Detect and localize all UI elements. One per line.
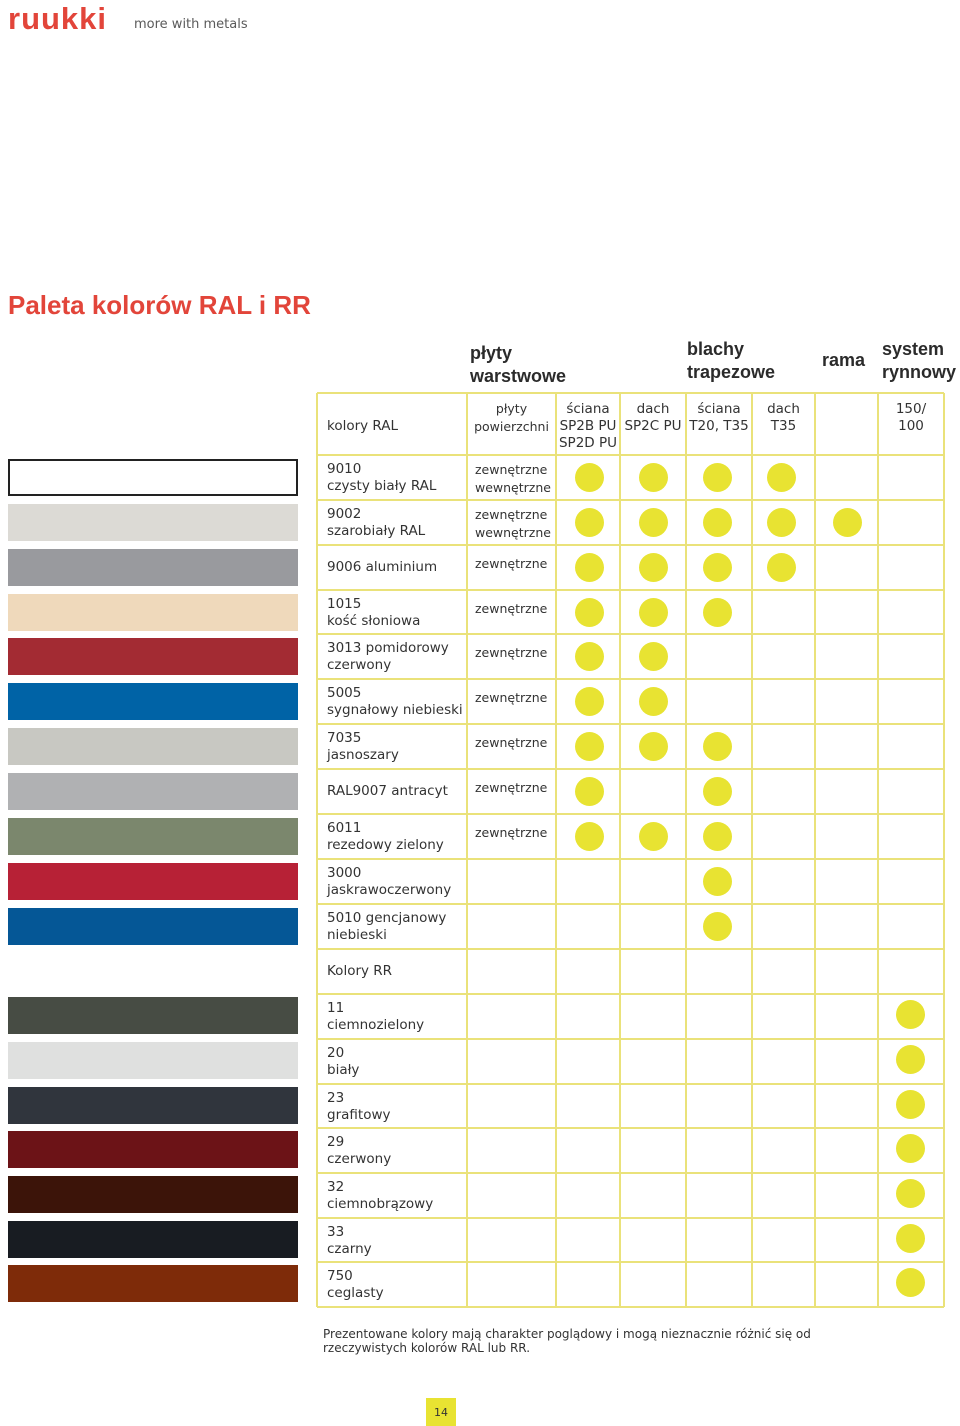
row-label: 7035 jasnoszary — [327, 730, 399, 763]
grid-line-horizontal — [317, 768, 944, 770]
color-swatch — [8, 997, 298, 1034]
grid-line-horizontal — [317, 454, 944, 456]
header-gutter: 150/ 100 — [895, 401, 927, 434]
grid-line-vertical — [814, 393, 816, 1307]
row-label: 29 czerwony — [327, 1134, 392, 1167]
availability-dot — [896, 1268, 925, 1297]
availability-dot — [703, 463, 732, 492]
availability-dot — [896, 1090, 925, 1119]
grid-line-vertical — [943, 393, 945, 1307]
grid-line-horizontal — [317, 392, 944, 394]
header-wall-sp2b: ściana SP2B PU SP2D PU — [558, 401, 617, 451]
row-label: 9010 czysty biały RAL — [327, 461, 437, 494]
grid-line-horizontal — [317, 858, 944, 860]
color-swatch — [8, 908, 298, 945]
rr-section-label: Kolory RR — [327, 963, 393, 979]
row-label: 9006 aluminium — [327, 559, 438, 575]
grid-line-horizontal — [317, 633, 944, 635]
availability-dot — [703, 598, 732, 627]
grid-line-horizontal — [317, 1172, 944, 1174]
row-surface: zewnętrzne wewnętrzne — [475, 462, 551, 495]
color-swatch — [8, 549, 298, 586]
availability-dot — [639, 642, 668, 671]
grid-line-vertical — [619, 393, 621, 1307]
row-surface: zewnętrzne — [475, 690, 548, 705]
grid-line-vertical — [685, 393, 687, 1307]
availability-dot — [639, 732, 668, 761]
availability-dot — [575, 642, 604, 671]
row-label: 3013 pomidorowy czerwony — [327, 640, 449, 673]
availability-dot — [896, 1179, 925, 1208]
availability-dot — [639, 598, 668, 627]
header-ral: kolory RAL — [327, 418, 399, 434]
availability-dot — [703, 508, 732, 537]
color-swatch — [8, 594, 298, 631]
color-swatch — [8, 1265, 298, 1302]
grid-line-horizontal — [317, 544, 944, 546]
color-swatch — [8, 459, 298, 496]
availability-dot — [767, 508, 796, 537]
row-label: 5010 gencjanowy niebieski — [327, 910, 447, 943]
disclaimer-note: Prezentowane kolory mają charakter poglądowy i mogą nieznacznie różnić się od rzeczywistych kolorów RAL lub RR. — [323, 1327, 811, 1355]
grid-line-horizontal — [317, 1306, 944, 1308]
row-surface: zewnętrzne — [475, 735, 548, 750]
tagline: more with metals — [134, 17, 248, 32]
color-swatch — [8, 1176, 298, 1213]
availability-dot — [639, 553, 668, 582]
brand-wordmark: ruukki — [8, 1, 108, 36]
availability-dot — [703, 553, 732, 582]
availability-dot — [575, 822, 604, 851]
availability-dot — [575, 777, 604, 806]
color-swatch — [8, 683, 298, 720]
row-label: 33 czarny — [327, 1224, 372, 1257]
row-label: 750 ceglasty — [327, 1268, 384, 1301]
availability-dot — [575, 732, 604, 761]
color-swatch — [8, 728, 298, 765]
header-roof-t35: dach T35 — [767, 401, 800, 434]
color-swatch — [8, 1131, 298, 1168]
color-swatch — [8, 773, 298, 810]
grid-line-horizontal — [317, 1127, 944, 1129]
row-label: 11 ciemnozielony — [327, 1000, 425, 1033]
grid-line-horizontal — [317, 1038, 944, 1040]
group-heading-frame: rama — [822, 350, 866, 370]
grid-line-horizontal — [317, 589, 944, 591]
row-surface: zewnętrzne — [475, 825, 548, 840]
row-label: 6011 rezedowy zielony — [327, 820, 444, 853]
header-roof-sp2c: dach SP2C PU — [624, 401, 682, 434]
availability-dot — [896, 1224, 925, 1253]
row-label: 9002 szarobiały RAL — [327, 506, 426, 539]
grid-line-horizontal — [317, 723, 944, 725]
grid-line-horizontal — [317, 948, 944, 950]
availability-dot — [703, 777, 732, 806]
header-surface: płyty powierzchni — [474, 401, 549, 434]
row-label: 32 ciemnobrązowy — [327, 1179, 434, 1212]
row-surface: zewnętrzne — [475, 601, 548, 616]
availability-dot — [639, 822, 668, 851]
availability-dot — [767, 463, 796, 492]
row-label: 20 biały — [327, 1045, 360, 1078]
color-swatch — [8, 1221, 298, 1258]
header-wall-t20: ściana T20, T35 — [689, 401, 749, 434]
availability-dot — [575, 598, 604, 627]
availability-dot — [703, 822, 732, 851]
availability-dot — [703, 912, 732, 941]
grid-line-horizontal — [317, 1083, 944, 1085]
grid-line-horizontal — [317, 993, 944, 995]
availability-dot — [703, 732, 732, 761]
color-swatch — [8, 1042, 298, 1079]
availability-dot — [639, 508, 668, 537]
color-swatch — [8, 863, 298, 900]
row-label: 3000 jaskrawoczerwony — [327, 865, 452, 898]
group-heading-trapezoidal-sheets: blachy trapezowe — [687, 339, 776, 382]
row-label: 23 grafitowy — [327, 1090, 391, 1123]
availability-dot — [833, 508, 862, 537]
page-title: Paleta kolorów RAL i RR — [8, 290, 311, 320]
grid-line-horizontal — [317, 813, 944, 815]
color-swatch — [8, 1087, 298, 1124]
color-swatch — [8, 504, 298, 541]
row-surface: zewnętrzne — [475, 780, 548, 795]
grid-line-horizontal — [317, 903, 944, 905]
row-surface: zewnętrzne — [475, 645, 548, 660]
grid-line-vertical — [751, 393, 753, 1307]
row-surface: zewnętrzne — [475, 556, 548, 571]
grid-line-horizontal — [317, 1261, 944, 1263]
row-label: 5005 sygnałowy niebieski — [327, 685, 463, 718]
grid-line-vertical — [466, 393, 468, 1307]
grid-line-horizontal — [317, 678, 944, 680]
availability-dot — [575, 553, 604, 582]
grid-line-vertical — [316, 393, 318, 1307]
row-label: RAL9007 antracyt — [327, 783, 448, 799]
page-number: 14 — [426, 1398, 456, 1426]
group-heading-sandwich-panels: płyty warstwowe — [470, 343, 567, 386]
availability-dot — [575, 687, 604, 716]
row-surface: zewnętrzne wewnętrzne — [475, 507, 551, 540]
grid-line-horizontal — [317, 499, 944, 501]
grid-line-horizontal — [317, 1217, 944, 1219]
availability-dot — [639, 687, 668, 716]
group-heading-gutter-system: system rynnowy — [882, 339, 957, 382]
availability-dot — [575, 508, 604, 537]
color-swatch — [8, 638, 298, 675]
availability-dot — [767, 553, 796, 582]
availability-dot — [575, 463, 604, 492]
availability-dot — [703, 867, 732, 896]
availability-dot — [896, 1134, 925, 1163]
availability-dot — [896, 1045, 925, 1074]
row-label: 1015 kość słoniowa — [327, 596, 421, 629]
availability-dot — [639, 463, 668, 492]
grid-line-vertical — [877, 393, 879, 1307]
availability-dot — [896, 1000, 925, 1029]
grid-line-vertical — [555, 393, 557, 1307]
color-swatch — [8, 818, 298, 855]
